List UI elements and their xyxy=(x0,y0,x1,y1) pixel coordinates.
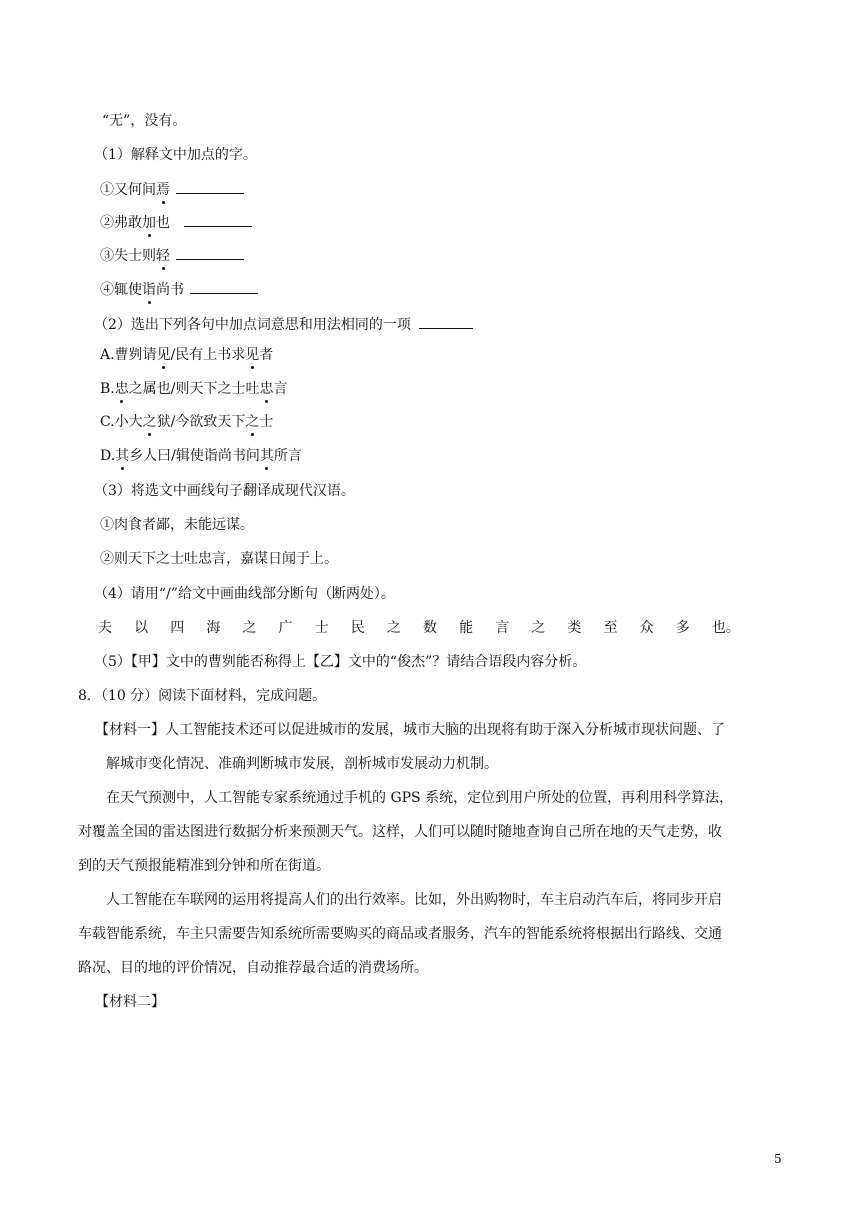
material-2-heading: 【材料二】 xyxy=(95,994,165,1010)
passage-char: 能 xyxy=(459,620,474,636)
passage-char: 众 xyxy=(639,620,654,636)
option-a xyxy=(100,346,273,364)
page-number: 5 xyxy=(774,1152,782,1166)
item-text: 也 xyxy=(156,215,170,231)
option-text: 之属也/则天下之士吐 xyxy=(128,381,260,397)
item-text: ①又何间 xyxy=(100,182,156,198)
option-b xyxy=(100,380,287,398)
paragraph-weather-2: 对覆盖全国的雷达图进行数据分析来预测天气。这样，人们可以随时随地查询自己所在地的天气走势，收 xyxy=(78,824,722,840)
question-1-item-2 xyxy=(100,212,252,232)
dotted-char: 之 xyxy=(142,414,157,430)
option-text: A.曹刿请 xyxy=(100,347,157,363)
passage-char: 至 xyxy=(603,620,618,636)
passage-char: 士 xyxy=(314,620,329,636)
question-5: （5）【甲】文中的曹刿能否称得上【乙】文中的“俊杰”？请结合语段内容分析。 xyxy=(94,654,587,670)
paragraph-weather-3: 到的天气预报能精准到分钟和所在街道。 xyxy=(78,858,330,874)
item-text: ③失士则 xyxy=(100,248,156,264)
dotted-char: 其 xyxy=(115,448,130,464)
passage-char: 之 xyxy=(386,620,401,636)
option-d xyxy=(100,447,302,465)
dotted-char: 其 xyxy=(259,448,274,464)
passage-char: 四 xyxy=(170,620,185,636)
item-text: 尚书 xyxy=(156,282,184,298)
text-line: “无”，没有。 xyxy=(102,113,187,129)
option-text: 言 xyxy=(273,381,288,397)
question-4: （4）请用“/”给文中画曲线部分断句（断两处）。 xyxy=(94,586,395,602)
dotted-char: 忠 xyxy=(114,381,129,397)
dotted-char: 见 xyxy=(156,347,171,363)
question-8: 8．（10 分）阅读下面材料，完成问题。 xyxy=(78,688,327,704)
question-text: （2）选出下列各句中加点词意思和用法相同的一项 xyxy=(94,317,411,333)
paragraph-weather-1: 在天气预测中，人工智能专家系统通过手机的 GPS 系统，定位到用户所处的位置，再利用科学算法， xyxy=(106,790,734,806)
passage-char: 夫 xyxy=(98,620,112,636)
paragraph-vehicle-3: 路况、目的地的评价情况，自动推荐最合适的消费场所。 xyxy=(78,960,428,976)
question-3-sentence-2: ②则天下之士吐忠言，嘉谋日闻于上。 xyxy=(100,551,338,567)
dotted-char: 加 xyxy=(142,215,156,231)
passage-char: 广 xyxy=(278,620,293,636)
dotted-char: 见 xyxy=(245,347,260,363)
dotted-char: 焉 xyxy=(156,182,170,198)
passage-char: 以 xyxy=(134,620,149,636)
option-text: /民有上书求 xyxy=(170,347,246,363)
answer-blank[interactable] xyxy=(176,179,244,194)
option-text: 者 xyxy=(259,347,274,363)
question-2 xyxy=(94,314,473,334)
option-text: 所言 xyxy=(273,448,302,464)
item-text: ②弗敢 xyxy=(100,215,142,231)
passage-char: 之 xyxy=(531,620,546,636)
dotted-char: 之 xyxy=(245,414,260,430)
paragraph-vehicle-2: 车载智能系统，车主只需要告知系统所需要购买的商品或者服务，汽车的智能系统将根据出行路线、交通 xyxy=(78,926,722,942)
paragraph-vehicle-1: 人工智能在车联网的运用将提高人们的出行效率。比如，外出购物时，车主启动汽车后，将同步开启 xyxy=(106,892,722,908)
material-1-line-2: 解城市变化情况、准确判断城市发展，剖析城市发展动力机制。 xyxy=(106,756,498,772)
option-text: C.小大 xyxy=(100,414,143,430)
passage-char: 类 xyxy=(567,620,582,636)
question-3-sentence-1: ①肉食者鄙，未能远谋。 xyxy=(100,517,254,533)
answer-blank[interactable] xyxy=(190,279,258,294)
option-c xyxy=(100,413,273,431)
answer-blank[interactable] xyxy=(176,245,244,260)
question-3: （3）将选文中画线句子翻译成现代汉语。 xyxy=(94,483,355,499)
answer-blank[interactable] xyxy=(184,212,252,227)
option-text: 士 xyxy=(259,414,274,430)
question-1: （1）解释文中加点的字。 xyxy=(94,147,257,163)
dotted-char: 忠 xyxy=(259,381,274,397)
answer-blank[interactable] xyxy=(419,314,473,329)
option-text: D. xyxy=(100,448,116,464)
question-1-item-4 xyxy=(100,279,258,299)
question-4-characters xyxy=(98,619,740,637)
option-text: B. xyxy=(100,381,115,397)
passage-char: 也。 xyxy=(711,620,740,636)
material-1-line-1: 【材料一】人工智能技术还可以促进城市的发展，城市大脑的出现将有助于深入分析城市现状问题、了 xyxy=(95,722,725,738)
passage-char: 数 xyxy=(422,620,437,636)
option-text: 乡人曰/辑使诣尚书问 xyxy=(129,448,260,464)
question-1-item-1 xyxy=(100,179,244,199)
dotted-char: 诣 xyxy=(142,282,156,298)
passage-char: 言 xyxy=(495,620,510,636)
question-1-item-3 xyxy=(100,245,244,265)
passage-char: 民 xyxy=(350,620,365,636)
passage-char: 海 xyxy=(206,620,221,636)
item-text: ④辄使 xyxy=(100,282,142,298)
option-text: 狱/今欲致天下 xyxy=(156,414,246,430)
passage-char: 多 xyxy=(675,620,690,636)
dotted-char: 轻 xyxy=(156,248,170,264)
passage-char: 之 xyxy=(242,620,257,636)
